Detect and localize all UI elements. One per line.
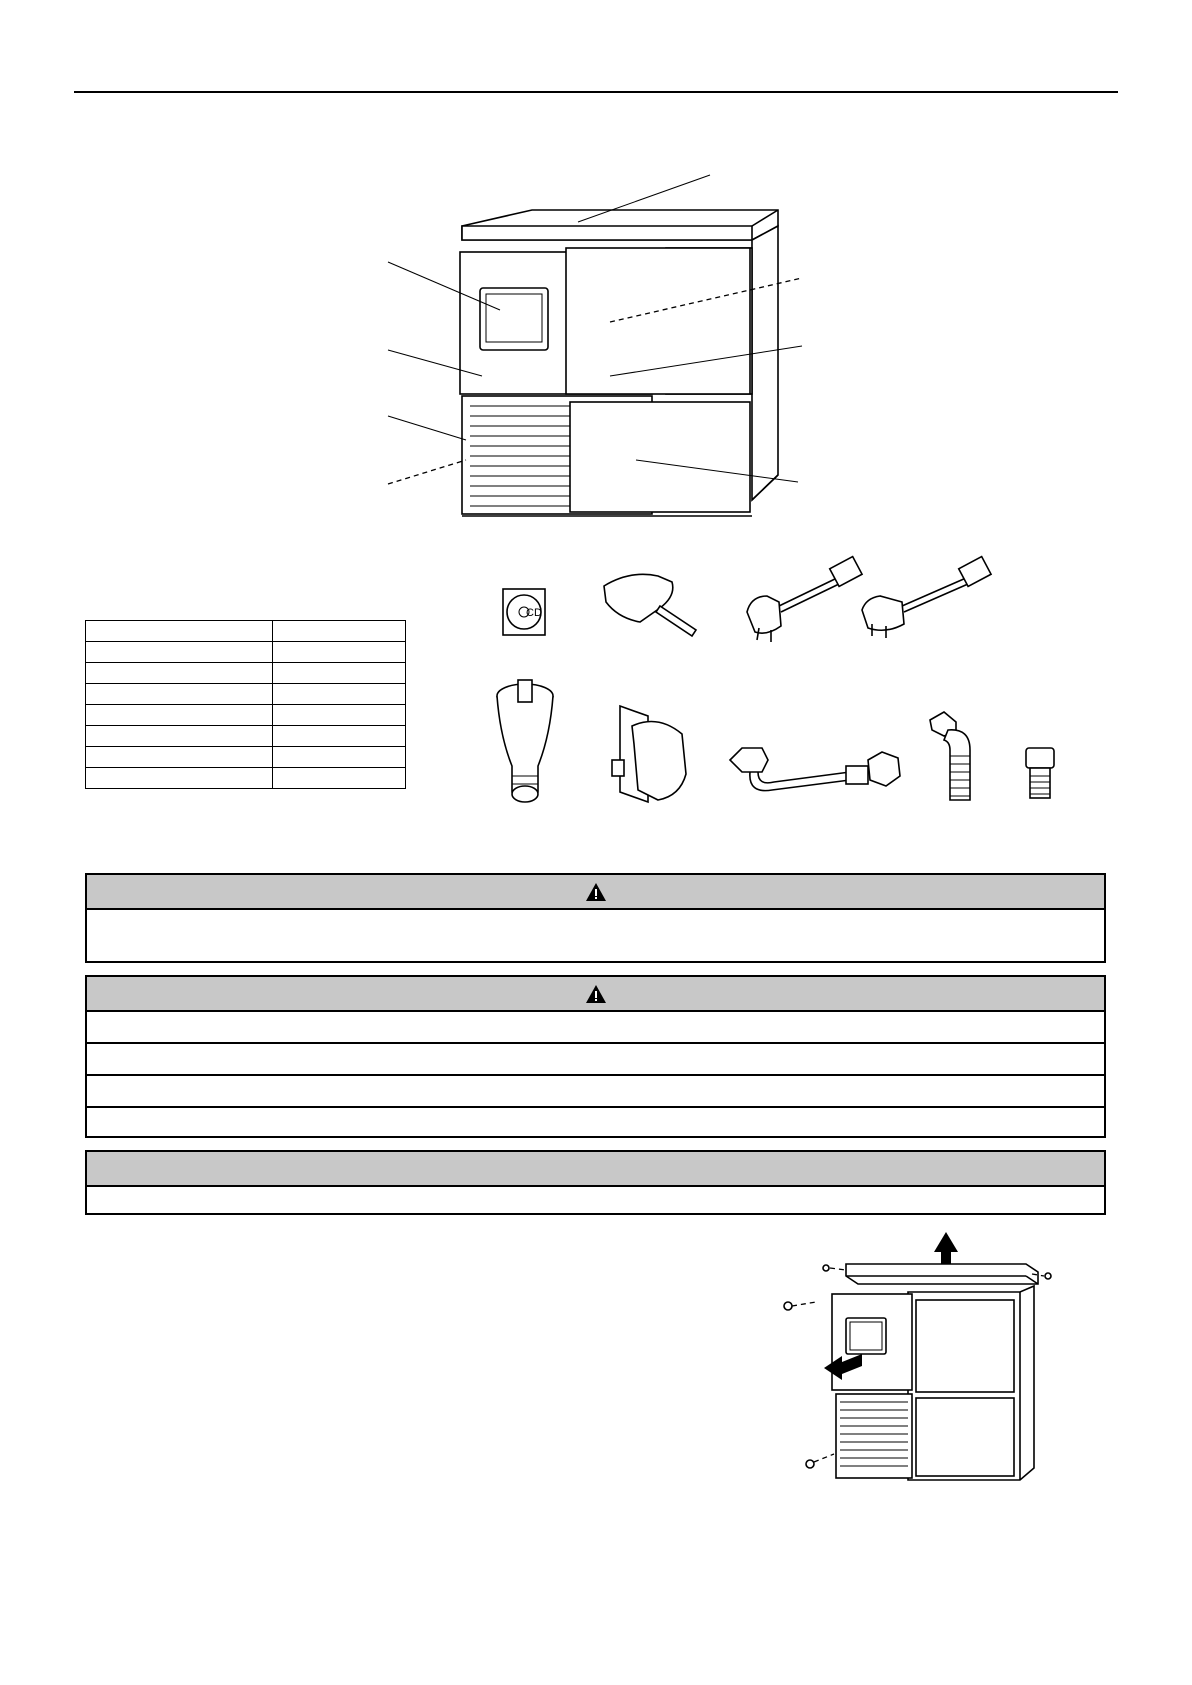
caution-panel-row: [87, 1076, 1104, 1108]
warning-triangle-icon: [585, 882, 607, 902]
body-side: [752, 226, 778, 500]
hose-fitting-icon: [1024, 746, 1056, 802]
table-row: [86, 663, 406, 684]
notice-panel-header: [87, 1152, 1104, 1187]
adjustable-foot-icon: [494, 680, 556, 806]
cd-disc-icon: [502, 588, 546, 636]
table-row: [86, 684, 406, 705]
warning-triangle-icon: [585, 984, 607, 1004]
power-cord-eu-icon: [745, 556, 867, 642]
table-row: [86, 621, 406, 642]
warning-panel-header: [87, 875, 1104, 910]
drain-elbow-hose-icon: [926, 710, 982, 806]
ice-scoop-icon: [600, 568, 706, 638]
header-rule: [74, 91, 1118, 93]
water-inlet-hose-icon: [728, 742, 904, 808]
ice-machine-illustration: [380, 170, 820, 550]
spec-table: [85, 620, 406, 789]
panel-removal-illustration: [776, 1228, 1066, 1488]
caution-panel-row: [87, 1012, 1104, 1044]
cd-label: CD: [526, 607, 542, 619]
wall-bracket-icon: [608, 704, 692, 806]
table-row: [86, 747, 406, 768]
table-row: [86, 768, 406, 789]
bin-door: [570, 402, 750, 512]
table-row: [86, 726, 406, 747]
caution-panel: [85, 975, 1106, 1138]
power-cord-uk-icon: [858, 556, 994, 642]
table-row: [86, 642, 406, 663]
warning-panel-row: [87, 910, 1104, 961]
warning-panel: [85, 873, 1106, 963]
caution-panel-header: [87, 977, 1104, 1012]
caution-panel-row: [87, 1044, 1104, 1076]
caution-panel-row: [87, 1108, 1104, 1138]
notice-panel: [85, 1150, 1106, 1215]
display-screen: [480, 288, 548, 350]
table-row: [86, 705, 406, 726]
notice-panel-row: [87, 1187, 1104, 1215]
